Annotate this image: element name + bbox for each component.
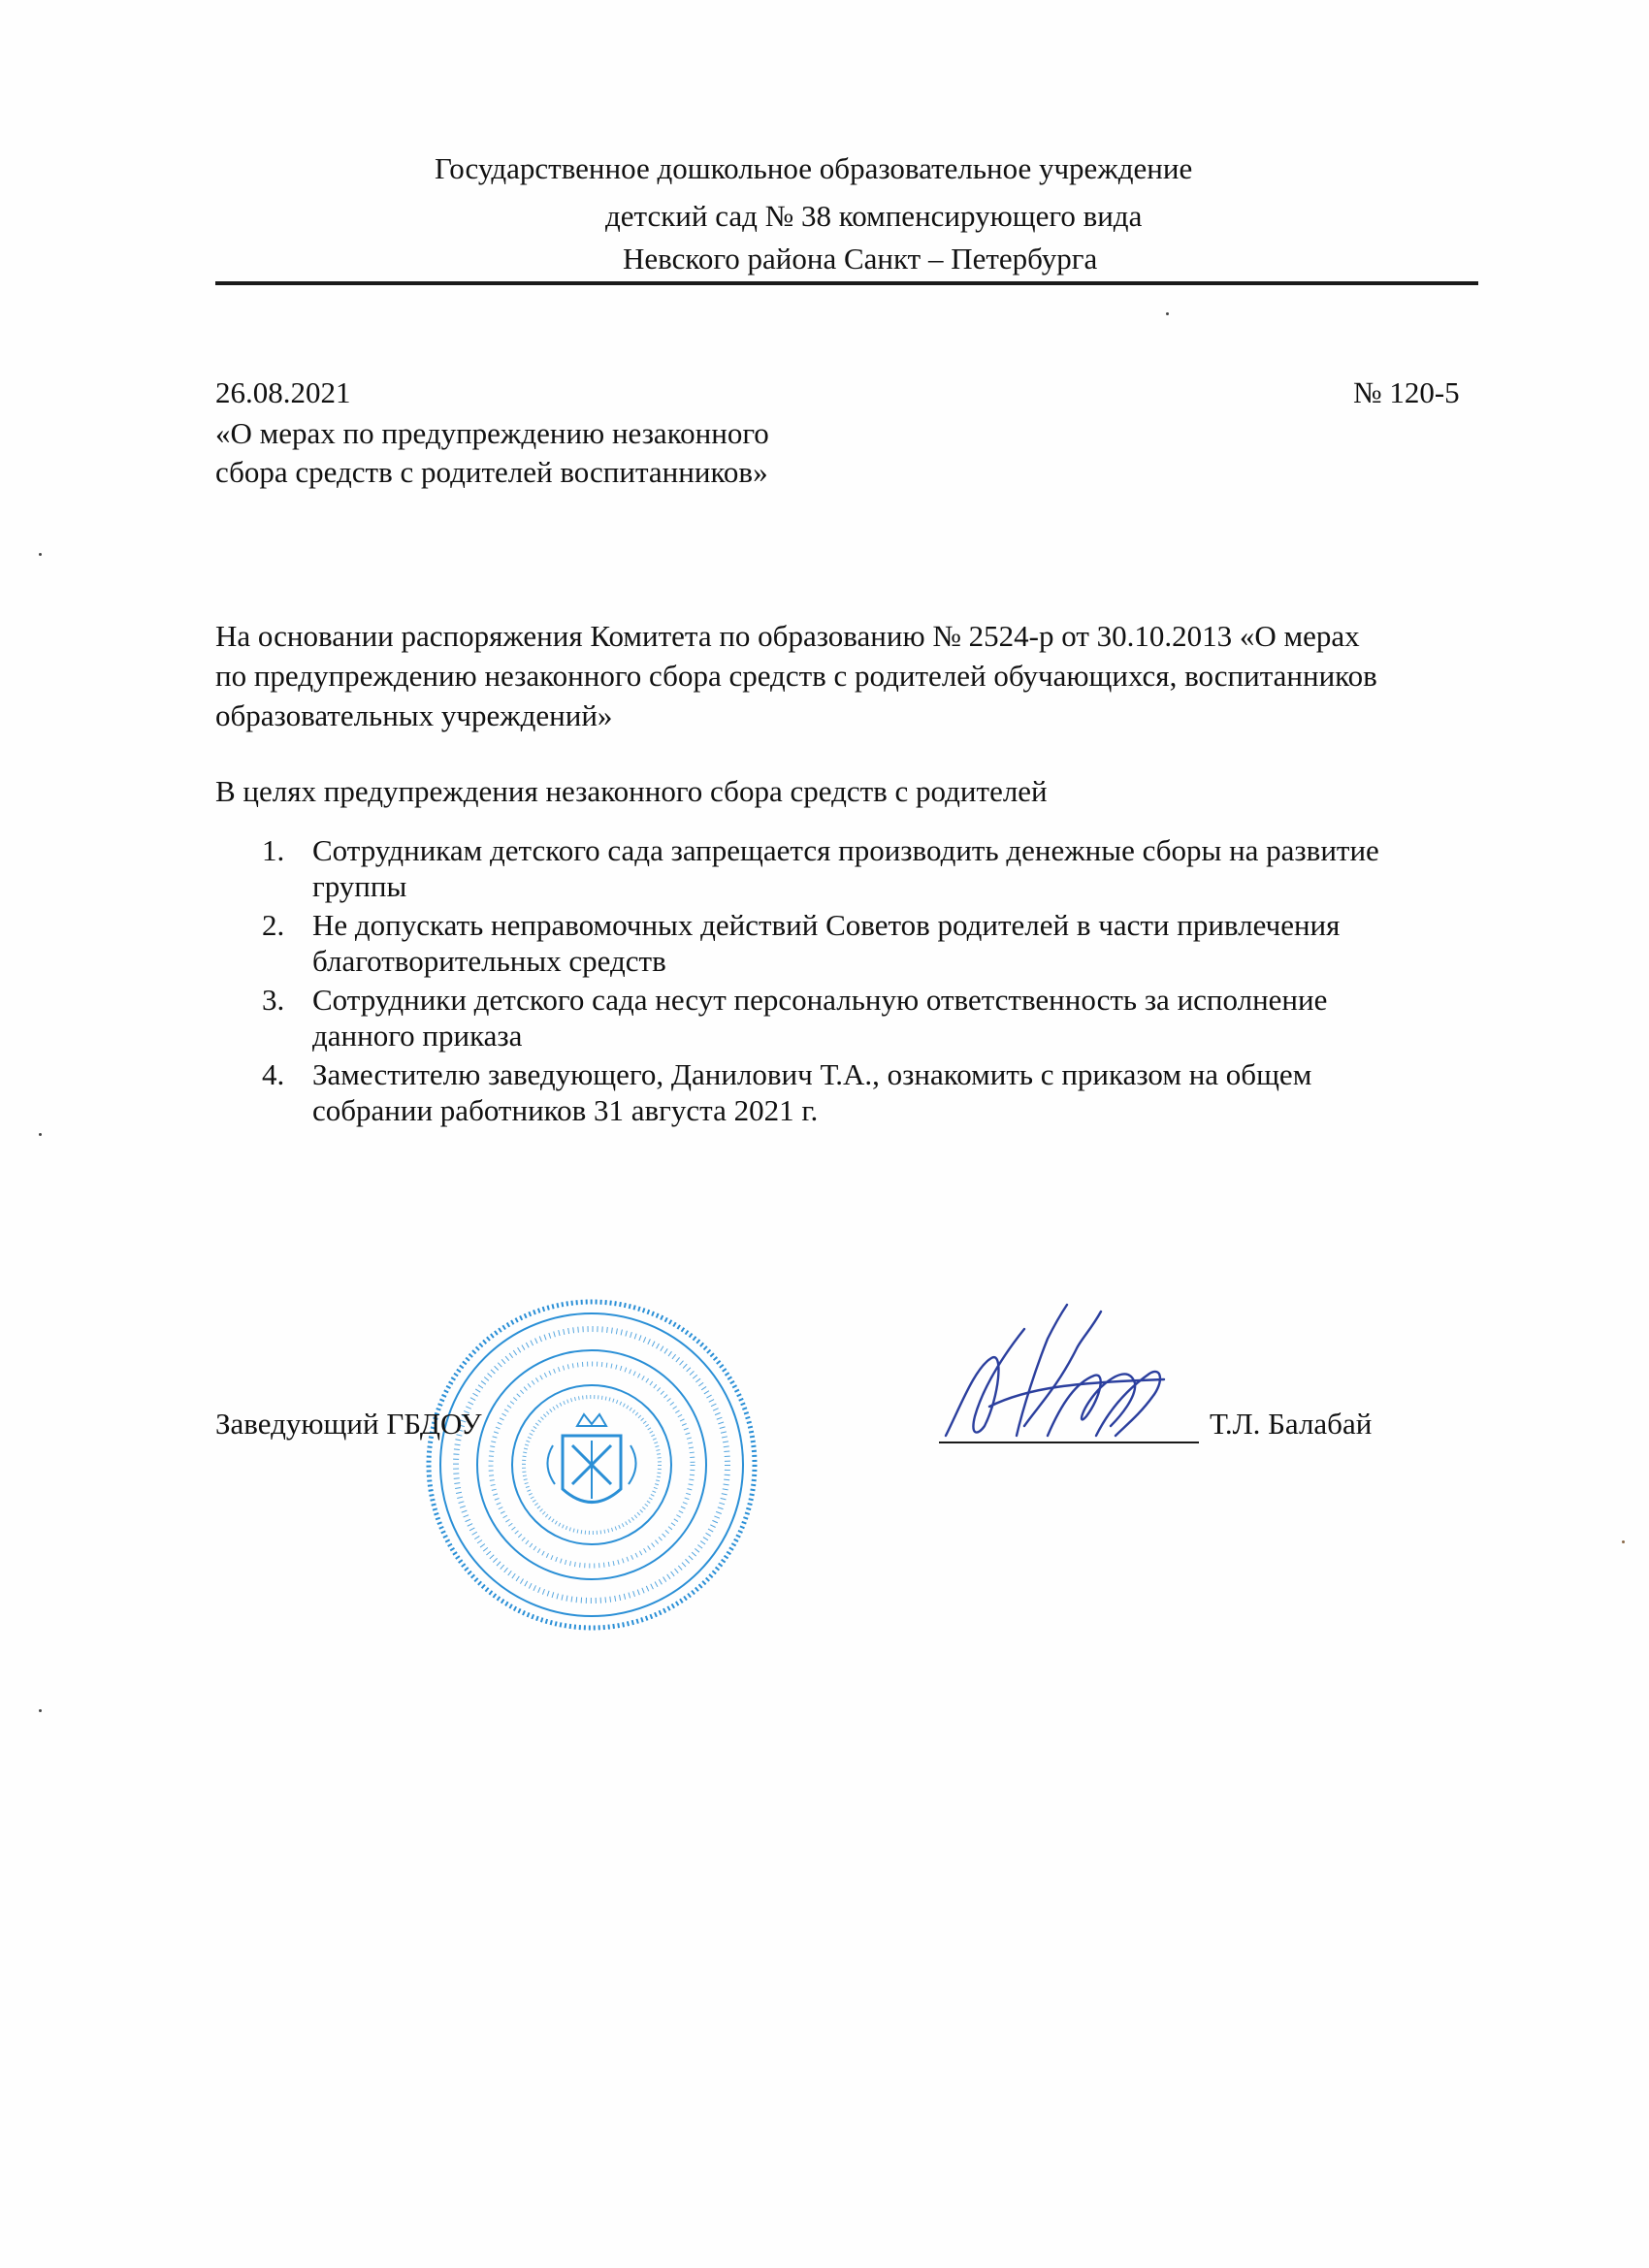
order-date: 26.08.2021: [215, 375, 351, 409]
list-item: [215, 982, 1496, 1056]
list-item: [215, 1056, 1496, 1131]
basis-line-1: На основании распоряжения Комитета по образованию № 2524-р от 30.10.2013 «О мерах: [215, 619, 1360, 653]
scan-speck: [1166, 312, 1169, 315]
order-subject-line-2: сбора средств с родителей воспитанников»: [215, 455, 768, 489]
basis-line-3: образовательных учреждений»: [215, 698, 613, 732]
header-divider: [215, 281, 1478, 285]
purpose-statement: В целях предупреждения незаконного сбора средств с родителей: [215, 774, 1048, 808]
list-item-text-line-1: Сотрудникам детского сада запрещается производить денежные сборы на развитие: [312, 833, 1379, 867]
list-item-text-line-1: Не допускать неправомочных действий Советов родителей в части привлечения: [312, 908, 1341, 942]
order-items-list: [215, 832, 1496, 1131]
header-organization-line-2: детский сад № 38 компенсирующего вида: [605, 199, 1143, 233]
order-subject-line-1: «О мерах по предупреждению незаконного: [215, 416, 769, 450]
list-item: [215, 907, 1496, 982]
signature-line: [939, 1442, 1199, 1443]
list-item-text-line-2: собрании работников 31 августа 2021 г.: [312, 1093, 819, 1127]
basis-line-2: по предупреждению незаконного сбора средств с родителей обучающихся, воспитанников: [215, 659, 1377, 693]
list-item-number: 3.: [262, 983, 285, 1017]
scan-speck: [39, 1709, 42, 1712]
list-item-text-line-1: Заместителю заведующего, Данилович Т.А., ознакомить с приказом на общем: [312, 1057, 1312, 1091]
list-item: [215, 832, 1496, 907]
header-organization-line-3: Невского района Санкт – Петербурга: [623, 242, 1098, 275]
signatory-name: Т.Л. Балабай: [1210, 1407, 1373, 1441]
order-number: № 120-5: [1353, 375, 1460, 409]
list-item-text-line-2: данного приказа: [312, 1019, 523, 1053]
scan-speck: [39, 553, 42, 556]
scan-speck: [1622, 1540, 1625, 1543]
list-item-number: 2.: [262, 908, 285, 942]
handwritten-signature-icon: [931, 1290, 1183, 1455]
list-item-text-line-1: Сотрудники детского сада несут персональную ответственность за исполнение: [312, 983, 1328, 1017]
signatory-position: Заведующий ГБДОУ: [215, 1407, 482, 1441]
list-item-number: 1.: [262, 833, 285, 867]
list-item-text-line-2: группы: [312, 869, 407, 903]
header-organization-line-1: Государственное дошкольное образовательное учреждение: [435, 151, 1193, 185]
official-stamp-icon: [417, 1290, 766, 1639]
list-item-number: 4.: [262, 1057, 285, 1091]
scan-speck: [39, 1133, 42, 1136]
list-item-text-line-2: благотворительных средств: [312, 944, 666, 978]
